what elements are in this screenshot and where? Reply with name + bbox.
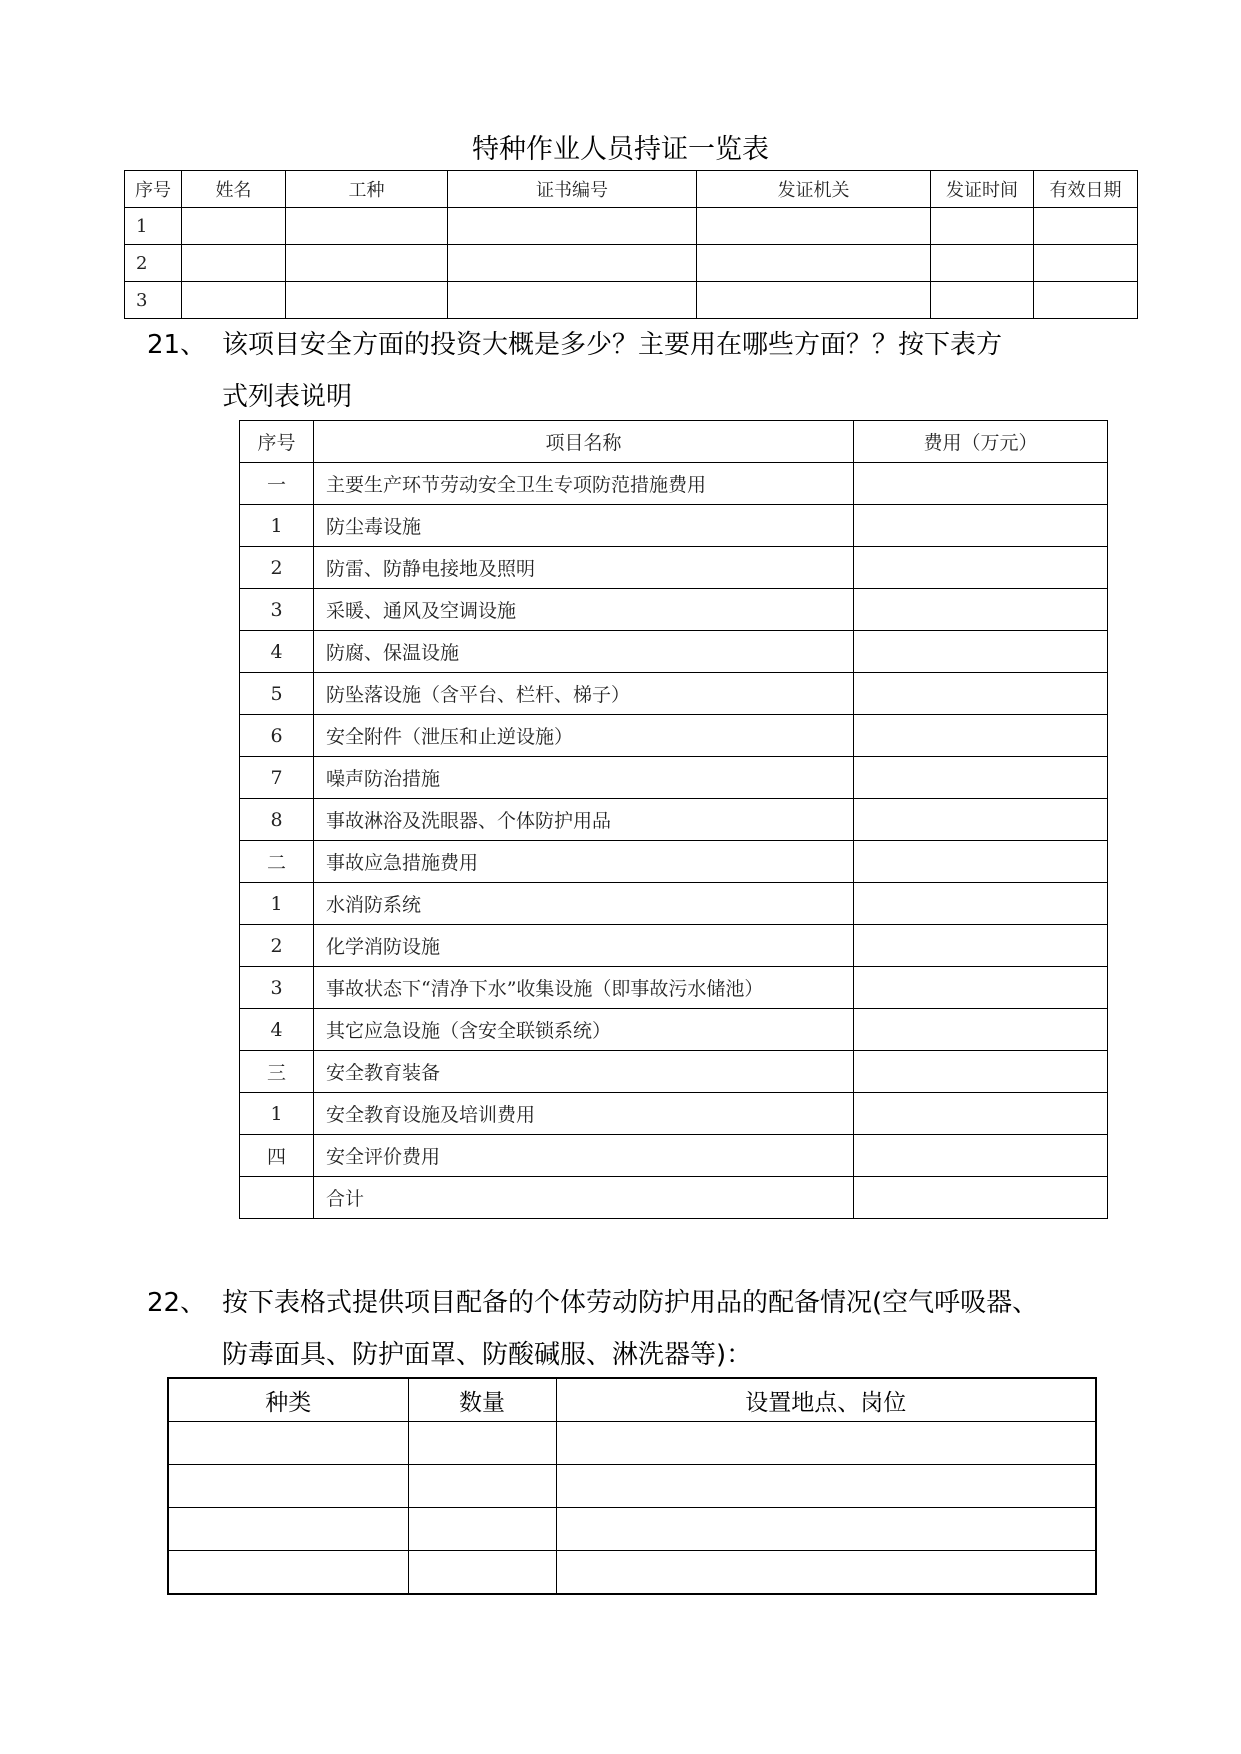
table-cell xyxy=(854,883,1108,925)
table-cell xyxy=(408,1422,556,1465)
table-cell: 安全附件（泄压和止逆设施） xyxy=(314,715,854,757)
question-21-text-continued: 式列表说明 xyxy=(222,382,353,412)
table-cell xyxy=(854,1051,1108,1093)
question-21-number: 21、 xyxy=(147,330,207,360)
table-cell xyxy=(854,715,1108,757)
table-cell xyxy=(448,245,697,282)
table-cell xyxy=(168,1508,408,1551)
table-row xyxy=(240,883,1108,925)
table-cell xyxy=(556,1508,1096,1551)
header-cell: 数量 xyxy=(408,1378,556,1422)
ppe-table xyxy=(167,1377,1097,1595)
table-row xyxy=(240,1135,1108,1177)
table-cell: 8 xyxy=(240,799,314,841)
table-row xyxy=(240,799,1108,841)
table-cell xyxy=(408,1551,556,1595)
table-cell xyxy=(854,505,1108,547)
table-row xyxy=(240,1051,1108,1093)
header-cell: 序号 xyxy=(125,171,182,208)
header-cell: 费用（万元） xyxy=(854,421,1108,463)
table-cell xyxy=(854,1177,1108,1219)
table-cell: 2 xyxy=(240,547,314,589)
table-cell: 防坠落设施（含平台、栏杆、梯子） xyxy=(314,673,854,715)
table-cell: 主要生产环节劳动安全卫生专项防范措施费用 xyxy=(314,463,854,505)
table-cell: 防尘毒设施 xyxy=(314,505,854,547)
table-cell: 安全评价费用 xyxy=(314,1135,854,1177)
table-cell xyxy=(697,208,931,245)
header-cell: 发证时间 xyxy=(931,171,1034,208)
table-cell: 二 xyxy=(240,841,314,883)
question-22-number: 22、 xyxy=(147,1288,207,1318)
table-row xyxy=(240,925,1108,967)
table-cell: 三 xyxy=(240,1051,314,1093)
ppe-table-header xyxy=(168,1378,1096,1422)
table-cell: 5 xyxy=(240,673,314,715)
table-cell xyxy=(1034,245,1138,282)
table-row xyxy=(240,547,1108,589)
table-cell xyxy=(168,1551,408,1595)
header-cell: 种类 xyxy=(168,1378,408,1422)
table-cell: 防腐、保温设施 xyxy=(314,631,854,673)
table-cell xyxy=(854,841,1108,883)
table-cell xyxy=(931,208,1034,245)
table-cell: 2 xyxy=(125,245,182,282)
table-cell xyxy=(854,631,1108,673)
table-cell: 事故状态下“清净下水”收集设施（即事故污水储池） xyxy=(314,967,854,1009)
table-row xyxy=(125,282,1138,319)
table-cell xyxy=(286,208,448,245)
table-cell: 3 xyxy=(240,589,314,631)
table-cell xyxy=(854,673,1108,715)
header-cell: 证书编号 xyxy=(448,171,697,208)
table-cell: 3 xyxy=(125,282,182,319)
table-cell xyxy=(1034,208,1138,245)
table-cell: 1 xyxy=(240,883,314,925)
table-cell: 1 xyxy=(125,208,182,245)
table-cell xyxy=(854,589,1108,631)
cert-table-header xyxy=(125,171,1138,208)
table-cell xyxy=(286,245,448,282)
table-cell xyxy=(182,208,286,245)
table-cell xyxy=(556,1551,1096,1595)
table-cell: 噪声防治措施 xyxy=(314,757,854,799)
table-cell: 水消防系统 xyxy=(314,883,854,925)
table-row xyxy=(125,245,1138,282)
table-cell: 1 xyxy=(240,505,314,547)
table-cell: 3 xyxy=(240,967,314,1009)
question-22-text-continued: 防毒面具、防护面罩、防酸碱服、淋洗器等)： xyxy=(222,1340,753,1370)
table-cell xyxy=(854,1009,1108,1051)
table-cell xyxy=(854,547,1108,589)
table-row xyxy=(168,1465,1096,1508)
table-cell xyxy=(697,245,931,282)
table-row xyxy=(240,589,1108,631)
table-cell: 2 xyxy=(240,925,314,967)
table-cell: 4 xyxy=(240,631,314,673)
header-cell: 有效日期 xyxy=(1034,171,1138,208)
cert-table-title: 特种作业人员持证一览表 xyxy=(472,134,769,165)
table-cell: 1 xyxy=(240,1093,314,1135)
table-row xyxy=(168,1551,1096,1595)
safety-cost-table xyxy=(239,420,1108,1219)
table-cell: 事故淋浴及洗眼器、个体防护用品 xyxy=(314,799,854,841)
table-cell: 7 xyxy=(240,757,314,799)
table-row xyxy=(240,715,1108,757)
table-cell xyxy=(182,245,286,282)
table-cell xyxy=(448,208,697,245)
table-row xyxy=(240,1009,1108,1051)
table-row xyxy=(240,463,1108,505)
table-cell xyxy=(448,282,697,319)
header-cell: 工种 xyxy=(286,171,448,208)
table-cell xyxy=(931,245,1034,282)
table-row xyxy=(240,673,1108,715)
table-cell xyxy=(854,463,1108,505)
header-cell: 序号 xyxy=(240,421,314,463)
cert-table xyxy=(124,170,1138,319)
table-cell xyxy=(240,1177,314,1219)
table-cell: 化学消防设施 xyxy=(314,925,854,967)
table-cell: 事故应急措施费用 xyxy=(314,841,854,883)
table-cell xyxy=(168,1422,408,1465)
table-cell: 四 xyxy=(240,1135,314,1177)
question-21-text: 该项目安全方面的投资大概是多少？主要用在哪些方面？？按下表方 xyxy=(222,330,1003,360)
table-cell: 合计 xyxy=(314,1177,854,1219)
cost-table-header xyxy=(240,421,1108,463)
header-cell: 项目名称 xyxy=(314,421,854,463)
table-cell xyxy=(182,282,286,319)
question-22-text: 按下表格式提供项目配备的个体劳动防护用品的配备情况(空气呼吸器、 xyxy=(222,1288,1039,1318)
table-cell xyxy=(697,282,931,319)
table-row xyxy=(240,967,1108,1009)
table-cell: 6 xyxy=(240,715,314,757)
header-cell: 设置地点、岗位 xyxy=(556,1378,1096,1422)
header-cell: 发证机关 xyxy=(697,171,931,208)
table-cell: 采暖、通风及空调设施 xyxy=(314,589,854,631)
table-row xyxy=(168,1508,1096,1551)
table-row xyxy=(240,841,1108,883)
table-cell: 安全教育设施及培训费用 xyxy=(314,1093,854,1135)
table-cell xyxy=(854,967,1108,1009)
table-row xyxy=(125,208,1138,245)
table-cell xyxy=(1034,282,1138,319)
header-cell: 姓名 xyxy=(182,171,286,208)
table-row xyxy=(240,757,1108,799)
table-cell: 防雷、防静电接地及照明 xyxy=(314,547,854,589)
table-cell xyxy=(556,1422,1096,1465)
table-cell: 其它应急设施（含安全联锁系统） xyxy=(314,1009,854,1051)
table-cell xyxy=(556,1465,1096,1508)
table-cell xyxy=(854,925,1108,967)
table-row xyxy=(240,1177,1108,1219)
table-cell xyxy=(408,1508,556,1551)
table-cell: 一 xyxy=(240,463,314,505)
table-row xyxy=(240,505,1108,547)
table-cell xyxy=(854,799,1108,841)
table-cell xyxy=(854,757,1108,799)
table-cell: 4 xyxy=(240,1009,314,1051)
table-row xyxy=(168,1422,1096,1465)
table-cell xyxy=(931,282,1034,319)
table-cell xyxy=(854,1135,1108,1177)
table-cell xyxy=(854,1093,1108,1135)
table-cell xyxy=(168,1465,408,1508)
table-cell xyxy=(286,282,448,319)
table-cell xyxy=(408,1465,556,1508)
table-row xyxy=(240,631,1108,673)
table-cell: 安全教育装备 xyxy=(314,1051,854,1093)
table-row xyxy=(240,1093,1108,1135)
